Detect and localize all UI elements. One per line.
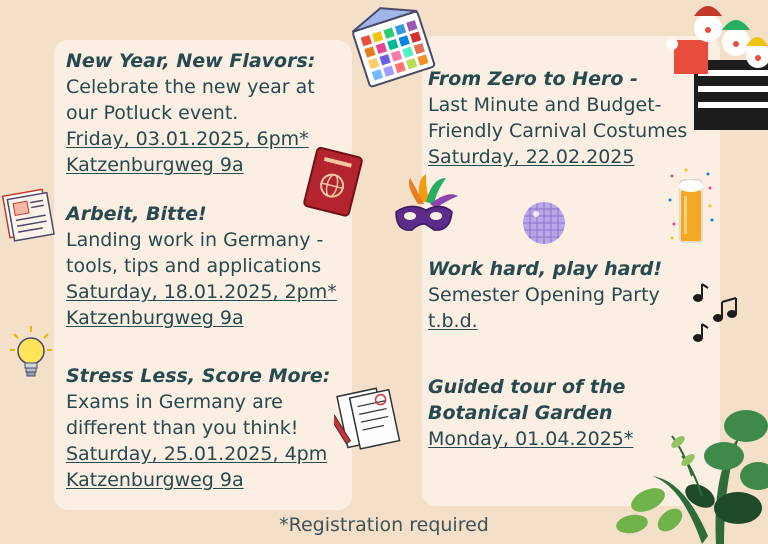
event-description: Last Minute and Budget- [428, 94, 662, 116]
event-description: Celebrate the new year at [66, 76, 315, 98]
clowns-illustration [664, 0, 768, 130]
music-notes-icon [690, 282, 740, 348]
event-title: Work hard, play hard! [428, 258, 663, 280]
event-description: Landing work in Germany - [66, 229, 324, 251]
carnival-mask-icon [390, 172, 462, 240]
disco-ball-icon [520, 200, 568, 246]
event-title: Arbeit, Bitte! [66, 203, 207, 225]
event-date: Monday, 01.04.2025* [428, 428, 634, 450]
event-description: Friendly Carnival Costumes [428, 120, 688, 142]
event-date: Saturday, 18.01.2025, 2pm* [66, 281, 337, 303]
documents-icon [334, 380, 408, 454]
color-palette-icon [346, 2, 442, 98]
event-new-year [66, 48, 315, 178]
event-location: Katzenburgweg 9a [66, 154, 244, 176]
event-date: Saturday, 25.01.2025, 4pm [66, 443, 328, 465]
passport-icon [302, 146, 366, 218]
registration-note: *Registration required [279, 514, 489, 536]
newspaper-icon [0, 184, 58, 242]
event-date: t.b.d. [428, 310, 478, 332]
event-title: Botanical Garden [428, 402, 613, 424]
beer-glass-icon [666, 166, 716, 246]
event-description: different than you think! [66, 417, 299, 439]
event-location: Katzenburgweg 9a [66, 307, 244, 329]
event-description: Exams in Germany are [66, 391, 283, 413]
event-title: From Zero to Hero - [428, 68, 638, 90]
event-title: New Year, New Flavors: [66, 50, 316, 72]
event-description: our Potluck event. [66, 102, 239, 124]
event-work-hard [428, 256, 662, 334]
event-title: Guided tour of the [428, 376, 626, 398]
plants-illustration [612, 396, 768, 544]
event-location: Katzenburgweg 9a [66, 469, 244, 491]
event-botanical-garden [428, 374, 633, 452]
event-date: Saturday, 22.02.2025 [428, 146, 635, 168]
event-zero-to-hero [428, 66, 687, 170]
event-description: tools, tips and applications [66, 255, 322, 277]
event-description: Semester Opening Party [428, 284, 660, 306]
event-title: Stress Less, Score More: [66, 365, 331, 387]
lightbulb-icon [8, 324, 54, 382]
event-date: Friday, 03.01.2025, 6pm* [66, 128, 309, 150]
event-stress-less [66, 363, 330, 493]
event-arbeit-bitte [66, 201, 337, 331]
